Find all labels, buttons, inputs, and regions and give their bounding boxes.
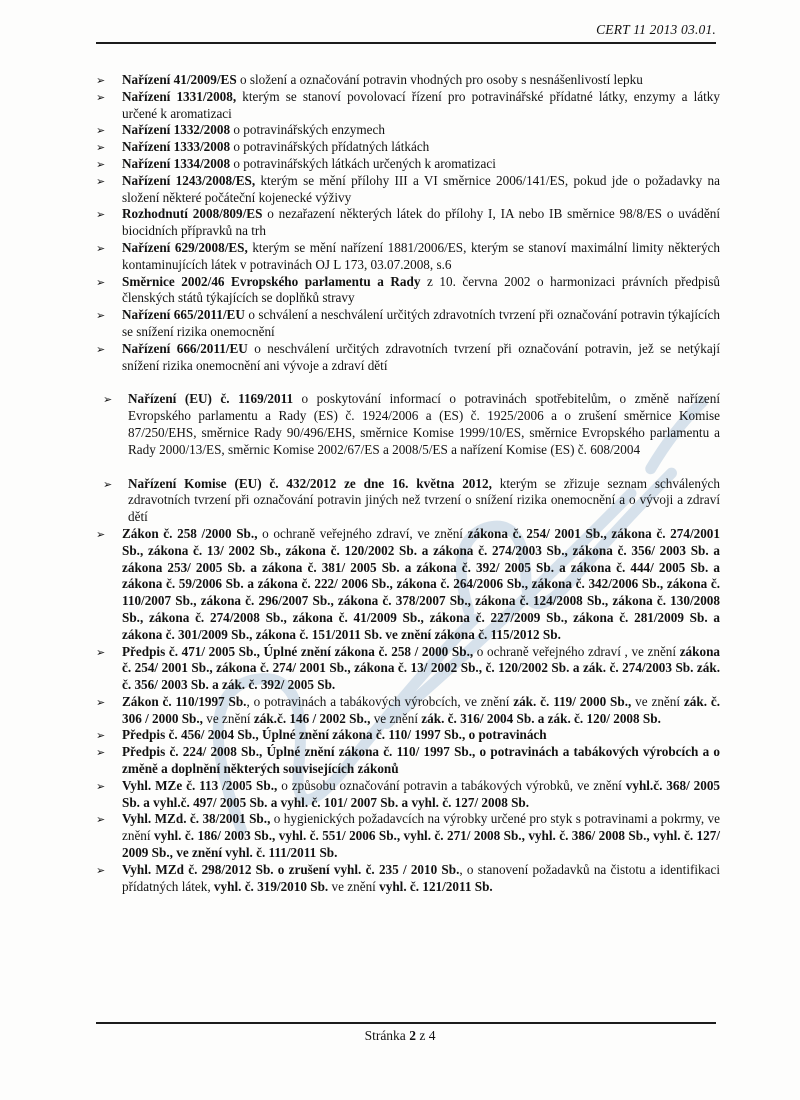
list-item-text: Nařízení 666/2011/EU o neschválení určitých zdravotních tvrzení při označování potravin, jež se netýkají snížení rizika onemocnění ani vývoje a zdraví dětí [122, 340, 720, 373]
list-item-text: Zákon č. 110/1997 Sb., o potravinách a tabákových výrobcích, ve znění zák. č. 119/ 2000 Sb., ve znění zák. č. 306 / 2000 Sb., ve znění zák.č. 146 / 2002 Sb., ve znění zák. č. 316/ 2004 Sb. a zák. č. 120/ 2008 Sb. [122, 693, 721, 726]
list-item-text: Nařízení (EU) č. 1169/2011 o poskytování informací o potravinách spotřebitelům, o změně nařízení Evropského parlamentu a Rady (ES) č. 1924/2006 a (ES) č. 1925/2006 a o zrušení směrnice Komise 87/250/EHS, směrnice Rady 90/496/EHS, směrnice Komise 1999/10/ES, směrnice Evropského parlamentu a Rady 2000/13/ES, směrnic Komise 2002/67/ES a 2008/5/ES a nařízení Komise (ES) č. 608/2004 [128, 391, 720, 457]
header-divider [96, 42, 716, 44]
list-item [96, 307, 720, 341]
list-item [96, 391, 720, 458]
arrow-bullet-icon: ➢ [96, 528, 106, 541]
arrow-bullet-icon: ➢ [96, 646, 106, 659]
list-item-text: Předpis č. 456/ 2004 Sb., Úplné znění zákona č. 110/ 1997 Sb., o potravinách [122, 727, 547, 743]
list-item [96, 122, 720, 139]
list-item-text: Nařízení 665/2011/EU o schválení a neschválení určitých zdravotních tvrzení při označování potravin týkajících se snížení rizika onemocnění [122, 307, 721, 339]
arrow-bullet-icon: ➢ [96, 864, 106, 877]
list-item [96, 206, 720, 240]
list-item [96, 89, 720, 123]
page-number: Stránka 2 z 4 [364, 1028, 436, 1043]
list-item-text: Nařízení Komise (EU) č. 432/2012 ze dne 16. května 2012, kterým se zřizuje seznam schválených zdravotních tvrzení při označování potravin jiných než tvrzení o snížení rizika onemocnění a o vývoji a zdraví dětí [128, 475, 720, 525]
arrow-bullet-icon: ➢ [96, 75, 106, 87]
arrow-bullet-icon: ➢ [96, 747, 106, 760]
arrow-bullet-icon: ➢ [96, 142, 106, 155]
arrow-bullet-icon: ➢ [96, 814, 106, 827]
list-item [96, 694, 720, 728]
list-item-text: Nařízení 1243/2008/ES, kterým se mění přílohy III a VI směrnice 2006/141/ES, pokud jde o požadavky na složení některé počáteční kojenecké výživy [122, 172, 720, 205]
list-item-text: Vyhl. MZd č. 298/2012 Sb. o zrušení vyhl. č. 235 / 2010 Sb., o stanovení požadavků na čistotu a identifikaci přídatných látek, vyhl. č. 319/2010 Sb. ve znění vyhl. č. 121/2011 Sb. [122, 861, 720, 894]
arrow-bullet-icon: ➢ [96, 343, 106, 356]
arrow-bullet-icon: ➢ [96, 730, 106, 743]
arrow-bullet-icon: ➢ [96, 91, 106, 104]
list-item-text: Nařízení 1332/2008 o potravinářských enzymech [122, 122, 385, 138]
arrow-bullet-icon: ➢ [103, 394, 113, 407]
list-item-text: Směrnice 2002/46 Evropského parlamentu a Rady z 10. června 2002 o harmonizaci právních předpisů členských států týkajících se doplňků stravy [122, 273, 720, 306]
list-item-text: Předpis č. 471/ 2005 Sb., Úplné znění zákona č. 258 / 2000 Sb., o ochraně veřejného zdraví , ve znění zákona č. 254/ 2001 Sb., zákona č. 274/ 2001 Sb., zákona č. 13/ 2002 Sb., č. 120/2002 Sb. a zák. č. 274/2003 Sb. zák. č. 356/ 2003 Sb. a zák. č. 392/ 2005 Sb. [122, 643, 720, 693]
list-item [96, 811, 720, 861]
list-item [96, 476, 720, 526]
arrow-bullet-icon: ➢ [96, 696, 106, 709]
list-item [96, 240, 720, 274]
list-item [96, 72, 720, 89]
footer-divider [96, 1022, 716, 1024]
list-item [96, 727, 720, 744]
arrow-bullet-icon: ➢ [96, 158, 106, 171]
arrow-bullet-icon: ➢ [96, 276, 106, 289]
regulation-list [96, 72, 720, 895]
arrow-bullet-icon: ➢ [96, 242, 106, 255]
list-item-text: Rozhodnutí 2008/809/ES o nezařazení některých látek do přílohy I, IA nebo IB směrnice 98/8/ES o uvádění biocidních přípravků na trh [122, 206, 720, 239]
list-item-text: Vyhl. MZe č. 113 /2005 Sb., o způsobu označování potravin a tabákových výrobků, ve znění vyhl.č. 368/ 2005 Sb. a vyhl.č. 497/ 2005 Sb. a vyhl. č. 101/ 2007 Sb. a vyhl. č. 127/ 2008 Sb. [122, 777, 721, 810]
arrow-bullet-icon: ➢ [96, 780, 106, 793]
list-item [96, 341, 720, 375]
list-item-text: Vyhl. MZd. č. 38/2001 Sb., o hygienických požadavcích na výrobky určené pro styk s potravinami a pokrmy, ve znění vyhl. č. 186/ 2003 Sb., vyhl. č. 551/ 2006 Sb., vyhl. č. 271/ 2008 Sb., vyhl. č. 386/ 2008 Sb., vyhl. č. 127/ 2009 Sb., ve znění vyhl. č. 111/2011 Sb. [122, 811, 720, 861]
list-item-text: Nařízení 629/2008/ES, kterým se mění nařízení 1881/2006/ES, kterým se stanoví maximální limity některých kontaminujících látek v potravinách OJ L 173, 03.07.2008, s.6 [122, 239, 720, 272]
arrow-bullet-icon: ➢ [96, 310, 106, 323]
list-item [96, 173, 720, 207]
arrow-bullet-icon: ➢ [96, 209, 106, 222]
list-item-text: Nařízení 1334/2008 o potravinářských látkách určených k aromatizaci [122, 155, 496, 171]
list-item [96, 139, 720, 156]
list-item [96, 862, 720, 896]
list-item [96, 644, 720, 694]
list-item [96, 274, 720, 308]
doc-reference: CERT 11 2013 03.01. [596, 22, 716, 37]
list-item-text: Nařízení 1331/2008, kterým se stanoví povolovací řízení pro potravinářské přídatné látky, enzymy a látky určené k aromatizaci [122, 88, 720, 121]
list-item [96, 778, 720, 812]
list-item-text: Nařízení 1333/2008 o potravinářských přídatných látkách [122, 139, 430, 155]
list-item [96, 526, 720, 644]
arrow-bullet-icon: ➢ [96, 125, 106, 138]
list-item-text: Předpis č. 224/ 2008 Sb., Úplné znění zákona č. 110/ 1997 Sb., o potravinách a tabákových výrobcích a o změně a doplnění některých souvisejících zákonů [122, 744, 720, 777]
list-item [96, 744, 720, 778]
list-item-text: Zákon č. 258 /2000 Sb., o ochraně veřejného zdraví, ve znění zákona č. 254/ 2001 Sb., zákona č. 274/2001 Sb., zákona č. 13/ 2002 Sb., zákona č. 120/2002 Sb. a zákona č. 274/2003 Sb., zákona č. 356/ 2003 Sb. a zákona 253/ 2005 Sb. a zákona č. 381/ 2005 Sb. a zákona č. 392/ 2005 Sb. a zákona č. 444/ 2005 Sb. a zákona č. 59/2006 Sb. a zákona č. 222/ 2006 Sb., zákona č. 264/2006 Sb., zákona č. 342/2006 Sb., zákona č. 110/2007 Sb., zákona č. 296/2007 Sb., zákona č. 378/2007 Sb., zákona č. 124/2008 Sb., zákona č. 130/2008 Sb., zákona č. 274/2008 Sb., zákona č. 41/2009 Sb., zákona č. 227/2009 Sb., zákona č. 281/2009 Sb. a zákona č. 301/2009 Sb., zákona č. 151/2011 Sb. ve znění zákona č. 115/2012 Sb. [122, 525, 720, 642]
arrow-bullet-icon: ➢ [103, 478, 113, 491]
arrow-bullet-icon: ➢ [96, 175, 106, 188]
list-item-text: Nařízení 41/2009/ES o složení a označování potravin vhodných pro osoby s nesnášenlivostí lepku [122, 72, 643, 87]
list-item [96, 156, 720, 173]
